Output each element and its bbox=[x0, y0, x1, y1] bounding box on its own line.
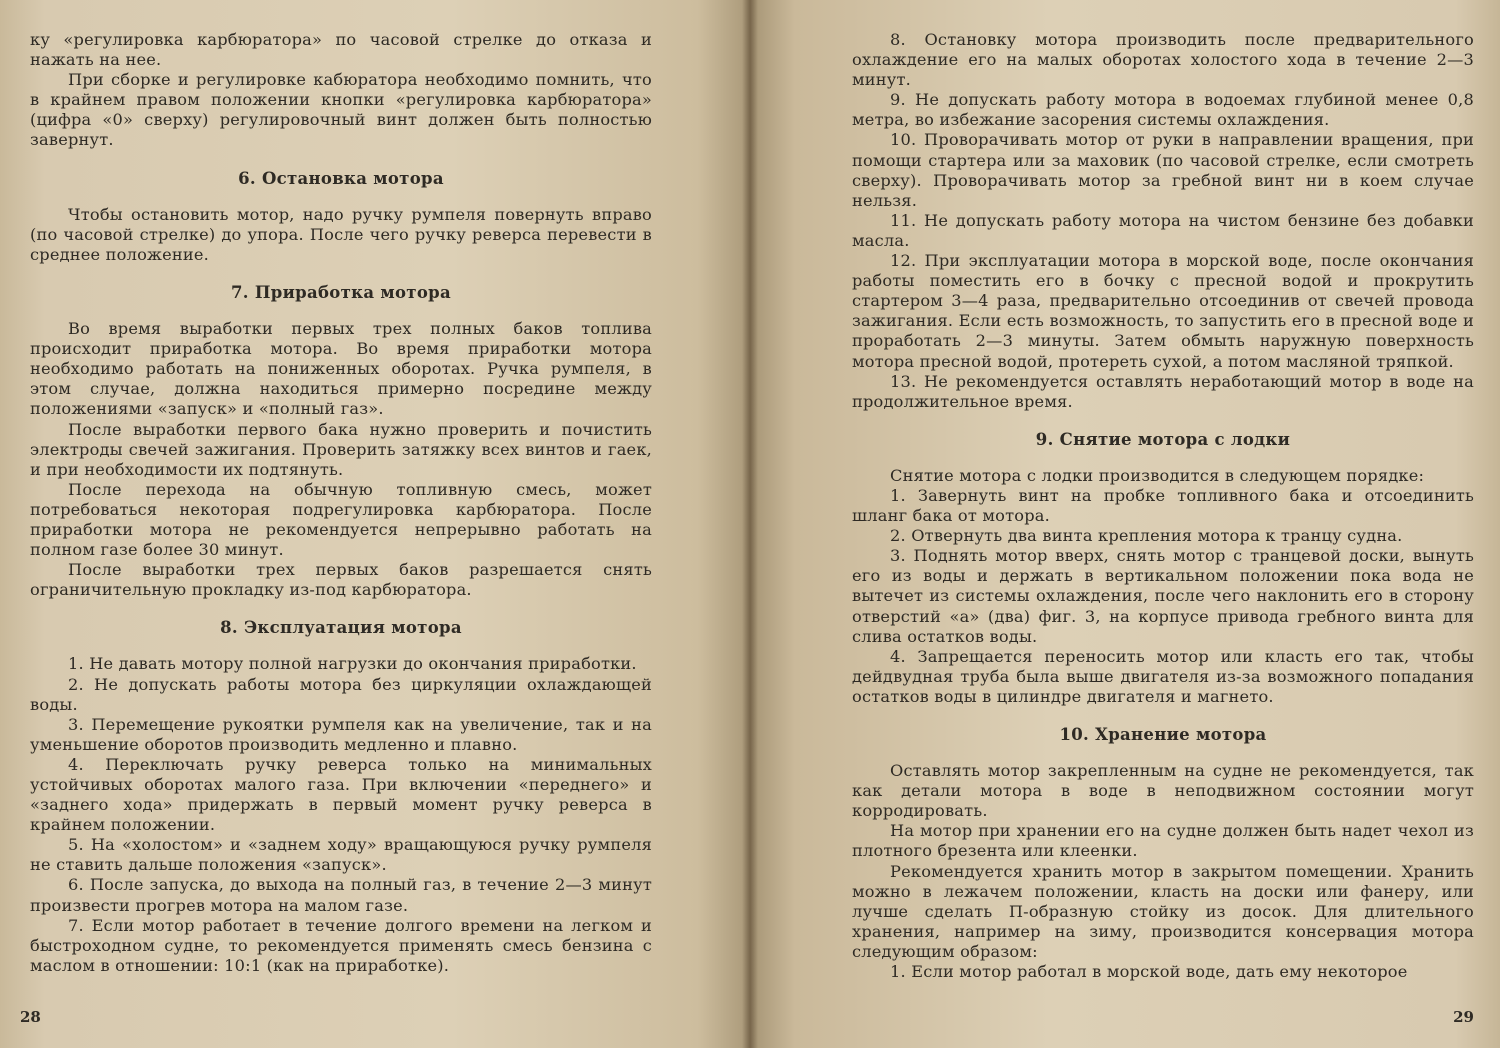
paragraph: Чтобы остановить мотор, надо ручку румпеля повернуть вправо (по часовой стрелке) до упора. После чего ручку реверса перевести в среднее положение. bbox=[30, 204, 652, 264]
paragraph: На мотор при хранении его на судне должен быть надет чехол из плотного брезента или клеенки. bbox=[852, 821, 1474, 861]
section-heading: 7. Приработка мотора bbox=[231, 282, 451, 302]
paragraph: После выработки первого бака нужно проверить и почистить электроды свечей зажигания. Проверить затяжку всех винтов и гаек, и при необходимости их подтянуть. bbox=[30, 419, 652, 479]
paragraph: 4. Запрещается переносить мотор или класть его так, чтобы дейдвудная труба была выше двигателя из-за возможного попадания остатков воды в цилиндре двигателя и магнето. bbox=[852, 646, 1474, 706]
paragraph: 10. Проворачивать мотор от руки в направлении вращения, при помощи стартера или за маховик (по часовой стрелке, если смотреть сверху). Проворачивать мотор за гребной винт ни в коем случае нельзя. bbox=[852, 130, 1474, 210]
paragraph: Снятие мотора с лодки производится в следующем порядке: bbox=[890, 465, 1425, 485]
section-heading: 8. Эксплуатация мотора bbox=[220, 618, 462, 638]
paragraph: При сборке и регулировке кабюратора необходимо помнить, что в крайнем правом положении кнопки «регулировка карбюратора» (цифра «0» сверху) регулировочный винт должен быть полностью завернут. bbox=[30, 70, 652, 150]
paragraph: 7. Если мотор работает в течение долгого времени на легком и быстроходном судне, то рекомендуется применять смесь бензина с маслом в отношении: 10:1 (как на приработке). bbox=[30, 915, 652, 975]
section-heading: 6. Остановка мотора bbox=[238, 168, 444, 188]
paragraph: 13. Не рекомендуется оставлять неработающий мотор в воде на продолжительное время. bbox=[852, 371, 1474, 411]
paragraph: 12. При эксплуатации мотора в морской воде, после окончания работы поместить его в бочку с пресной водой и прокрутить стартером 3—4 раза, предварительно отсоединив от свечей провода зажигания. Если есть возможность, то запустить его в пресной воде и проработать 2—3 минуты. Затем обмыть наружную поверхность мотора пресной водой, протереть сухой, а потом масляной тряпкой. bbox=[852, 251, 1474, 371]
page-number-right: 29 bbox=[1453, 1008, 1474, 1026]
paragraph: 1. Завернуть винт на пробке топливного бака и отсоединить шланг бака от мотора. bbox=[852, 485, 1474, 526]
paragraph: После перехода на обычную топливную смесь, может потребоваться некоторая подрегулировка карбюратора. После приработки мотора не рекомендуется непрерывно работать на полном газе более 30 минут. bbox=[30, 479, 652, 560]
paragraph: 1. Если мотор работал в морской воде, дать ему некоторое bbox=[890, 962, 1408, 982]
paragraph: После выработки трех первых баков разрешается снять ограничительную прокладку из-под карбюратора. bbox=[30, 560, 652, 600]
right-page bbox=[750, 0, 1500, 1048]
paragraph: 6. После запуска, до выхода на полный газ, в течение 2—3 минут произвести прогрев мотора на малом газе. bbox=[30, 875, 652, 915]
paragraph: 8. Остановку мотора производить после предварительного охлаждение его на малых оборотах холостого хода в течение 2—3 минут. bbox=[852, 30, 1474, 90]
left-page-text bbox=[30, 30, 652, 976]
paragraph: 2. Отвернуть два винта крепления мотора к транцу судна. bbox=[890, 526, 1403, 546]
paragraph: 2. Не допускать работы мотора без циркуляции охлаждающей воды. bbox=[30, 674, 652, 714]
paragraph: 1. Не давать мотору полной нагрузки до окончания приработки. bbox=[68, 654, 637, 674]
paragraph: 11. Не допускать работу мотора на чистом бензине без добавки масла. bbox=[852, 210, 1474, 250]
paragraph: Оставлять мотор закрепленным на судне не рекомендуется, так как детали мотора в воде в неподвижном состоянии могут корродировать. bbox=[852, 761, 1474, 821]
paragraph: ку «регулировка карбюратора» по часовой стрелке до отказа и нажать на нее. bbox=[30, 30, 652, 70]
paragraph: 9. Не допускать работу мотора в водоемах глубиной менее 0,8 метра, во избежание засорения системы охлаждения. bbox=[852, 90, 1474, 130]
paragraph: 3. Поднять мотор вверх, снять мотор с транцевой доски, вынуть его из воды и держать в вертикальном положении пока вода не вытечет из системы охлаждения, после чего наклонить его в сторону отверстий «а» (два) фиг. 3, на корпусе привода гребного винта для слива остатков воды. bbox=[852, 546, 1474, 646]
section-heading: 10. Хранение мотора bbox=[1059, 725, 1267, 744]
paragraph: 5. На «холостом» и «заднем ходу» вращающуюся ручку румпеля не ставить дальше положения «запуск». bbox=[30, 835, 652, 875]
paragraph: Во время выработки первых трех полных баков топлива происходит приработка мотора. Во время приработки мотора необходимо работать на пониженных оборотах. Ручка румпеля, в этом случае, должна находиться примерно посредине между положениями «запуск» и «полный газ». bbox=[30, 319, 652, 419]
paragraph: Рекомендуется хранить мотор в закрытом помещении. Хранить можно в лежачем положении, класть на доски или фанеру, или лучше сделать П-образную стойку из досок. Для длительного хранения, например на зиму, производится консервация мотора следующим образом: bbox=[852, 861, 1474, 961]
section-heading: 9. Снятие мотора с лодки bbox=[1035, 429, 1291, 449]
right-page-text bbox=[852, 30, 1474, 982]
paragraph: 3. Перемещение рукоятки румпеля как на увеличение, так и на уменьшение оборотов производить медленно и плавно. bbox=[30, 714, 652, 754]
paragraph: 4. Переключать ручку реверса только на минимальных устойчивых оборотах малого газа. При включении «переднего» и «заднего хода» придержать в первый момент ручку реверса в крайнем положении. bbox=[30, 754, 652, 835]
page-number-left: 28 bbox=[20, 1008, 41, 1026]
